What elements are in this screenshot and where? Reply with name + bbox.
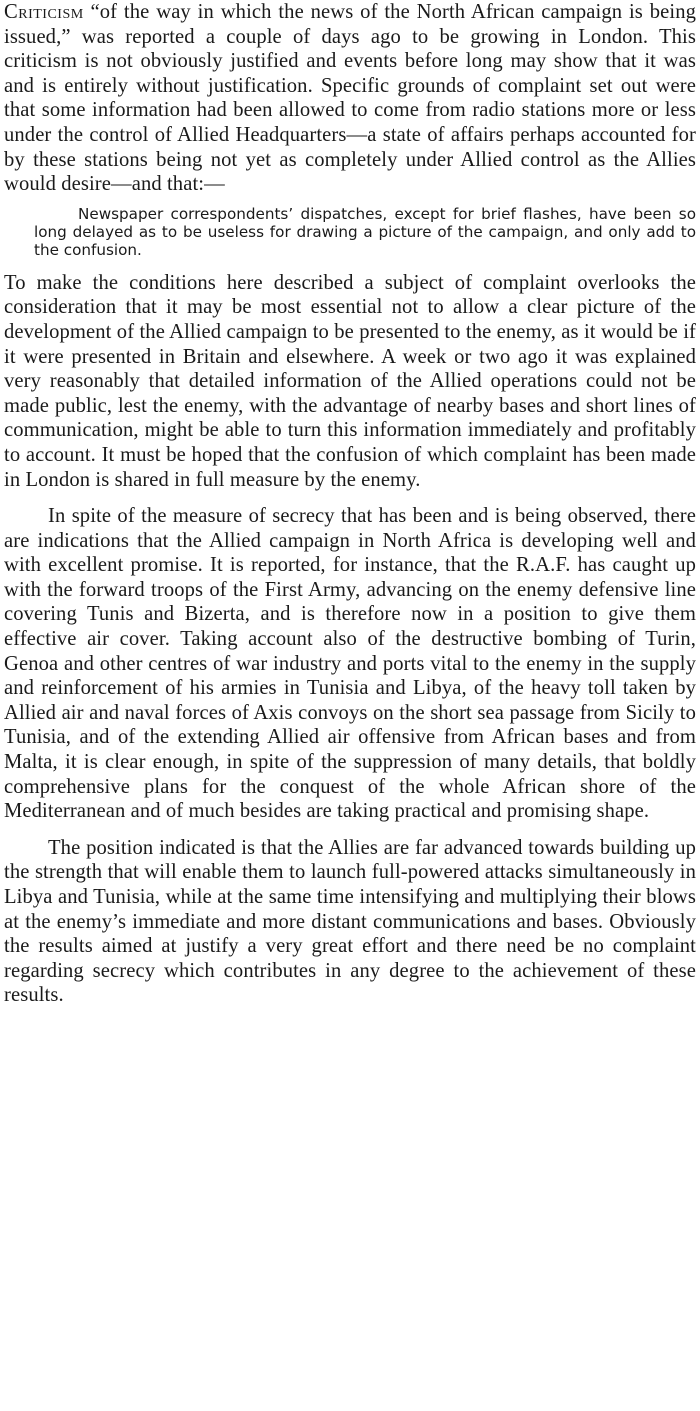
article-column: [4, 0, 696, 1008]
quoted-complaint: Newspaper correspondents’ dispatches, except for brief flashes, have been so long delayed as to be useless for drawing a picture of the campaign, and only add to the confusion.: [34, 204, 696, 259]
paragraph-four: The position indicated is that the Allies are far advanced towards building up the strength that will enable them to launch full-powered attacks simultaneously in Libya and Tunisia, while at the same time intensifying and multiplying their blows at the enemy’s immediate and more distant communications and bases. Obviously the results aimed at justify a very great effort and there need be no complaint regarding secrecy which contributes in any degree to the achievement of these results.: [4, 836, 696, 1007]
paragraph-gap: [4, 824, 696, 836]
opening-word: Criticism: [4, 1, 84, 23]
paragraph-three: In spite of the measure of secrecy that has been and is being observed, there are indications that the Allied campaign in North Africa is developing well and with excellent promise. It is reported, for instance, that the R.A.F. has caught up with the forward troops of the First Army, advancing on the enemy defensive line covering Tunis and Bizerta, and is therefore now in a position to give them effective air cover. Taking account also of the destructive bombing of Turin, Genoa and other centres of war industry and ports vital to the enemy in the supply and reinforcement of his armies in Tunisia and Libya, of the heavy toll taken by Allied air and naval forces of Axis convoys on the short sea passage from Sicily to Tunisia, and of the extending Allied air offensive from African bases and from Malta, it is clear enough, in spite of the suppression of many details, that boldly comprehensive plans for the conquest of the whole African shore of the Mediterranean and of much besides are taking practical and promising shape.: [4, 505, 696, 823]
paragraph-intro-text: “of the way in which the news of the North African campaign is being issued,” was reported a couple of days ago to be growing in London. This criticism is not obviously justified and events before long may show that it was and is entirely without justification. Specific grounds of complaint set out were that some information had been allowed to come from radio stations more or less under the control of Allied Headquarters—a state of affairs perhaps accounted for by these stations being not yet as completely under Allied control as the Allies would desire—and that:—: [4, 1, 696, 196]
paragraph-gap: [4, 492, 696, 504]
paragraph-two: To make the conditions here described a subject of complaint overlooks the consideration that it may be most essential not to allow a clear picture of the development of the Allied campaign to be presented to the enemy, as it would be if it were presented in Britain and elsewhere. A week or two ago it was explained very reasonably that detailed information of the Allied operations could not be made public, lest the enemy, with the advantage of nearby bases and short lines of communication, might be able to turn this information immediately and profitably to account. It must be hoped that the confusion of which complaint has been made in London is shared in full measure by the enemy.: [4, 271, 696, 491]
paragraph-intro: [4, 0, 696, 197]
